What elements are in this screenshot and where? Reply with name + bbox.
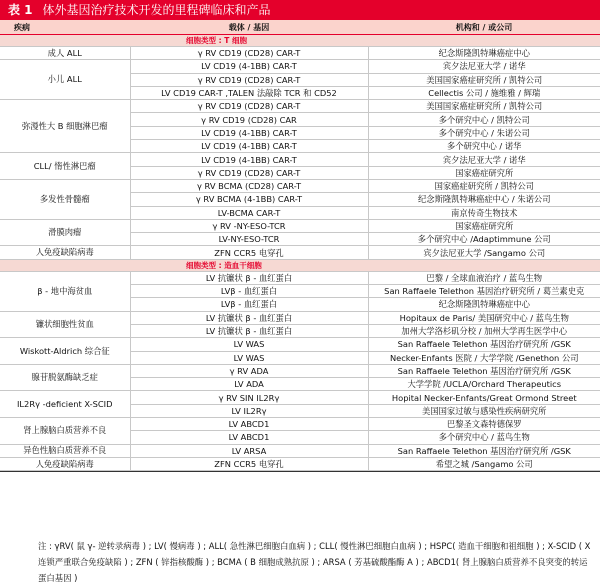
disease-cell: 滑膜肉瘤: [0, 219, 130, 246]
disease-cell: Wiskott-Aldrich 综合征: [0, 338, 130, 365]
vector-gene-cell: LV ABCD1: [130, 418, 368, 431]
vector-gene-cell: LV IL2Rγ: [130, 404, 368, 417]
vector-gene-cell: γ RV -NY-ESO-TCR: [130, 219, 368, 232]
table-row: [0, 311, 600, 324]
organization-cell: 多个研究中心 / 诺华: [368, 140, 600, 153]
table-row: [0, 444, 600, 457]
organization-cell: 美国国家过敏与感染性疾病研究所: [368, 404, 600, 417]
milestone-table: [0, 35, 600, 471]
organization-cell: 宾夕法尼亚大学 / 诺华: [368, 60, 600, 73]
vector-gene-cell: LVβ - 血红蛋白: [130, 285, 368, 298]
vector-gene-cell: LV 抗镰状 β - 血红蛋白: [130, 271, 368, 284]
disease-cell: 人免疫缺陷病毒: [0, 457, 130, 470]
vector-gene-cell: LVβ - 血红蛋白: [130, 298, 368, 311]
table-row: [0, 246, 600, 259]
vector-gene-cell: γ RV CD19 (CD28) CAR-T: [130, 47, 368, 60]
header-disease: 疾病: [14, 23, 30, 32]
disease-cell: 腺苷脱氨酶缺乏症: [0, 364, 130, 391]
disease-cell: 弥漫性大 B 细胞淋巴瘤: [0, 100, 130, 153]
table-row: [0, 338, 600, 351]
organization-cell: 巴黎 / 全球血液治疗 / 蓝鸟生物: [368, 271, 600, 284]
organization-cell: 国家癌症研究所 / 凯特公司: [368, 179, 600, 192]
organization-cell: 国家癌症研究所: [368, 219, 600, 232]
vector-gene-cell: LV ADA: [130, 378, 368, 391]
disease-cell: 镰状细胞性贫血: [0, 311, 130, 338]
organization-cell: 宾夕法尼亚大学 /Sangamo 公司: [368, 246, 600, 259]
vector-gene-cell: γ RV SIN IL2Rγ: [130, 391, 368, 404]
disease-cell: 人免疫缺陷病毒: [0, 246, 130, 259]
table-row: [0, 60, 600, 73]
table-row: [0, 179, 600, 192]
table-title: [0, 0, 600, 20]
vector-gene-cell: LV CD19 (4-1BB) CAR-T: [130, 140, 368, 153]
table-row: [0, 271, 600, 284]
organization-cell: San Raffaele Telethon 基因治疗研究所 / 葛兰素史克: [368, 285, 600, 298]
vector-gene-cell: γ RV BCMA (4-1BB) CAR-T: [130, 193, 368, 206]
section-row: [0, 35, 600, 47]
vector-gene-cell: LV ABCD1: [130, 431, 368, 444]
vector-gene-cell: LV 抗镰状 β - 血红蛋白: [130, 324, 368, 337]
table-number: 表 1: [8, 3, 33, 17]
disease-cell: 多发性骨髓瘤: [0, 179, 130, 219]
vector-gene-cell: γ RV BCMA (CD28) CAR-T: [130, 179, 368, 192]
section-label: 细胞类型 : T 细胞: [0, 35, 600, 47]
table-header: [0, 20, 600, 35]
organization-cell: Cellectis 公司 / 施维雅 / 辉瑞: [368, 86, 600, 99]
organization-cell: 多个研究中心 / 朱诺公司: [368, 126, 600, 139]
vector-gene-cell: LV CD19 CAR-T ,TALEN 法敲除 TCR 和 CD52: [130, 86, 368, 99]
disease-cell: 肾上腺脑白质营养不良: [0, 418, 130, 445]
table-title-text: 体外基因治疗技术开发的里程碑临床和产品: [42, 3, 271, 17]
disease-cell: 成人 ALL: [0, 47, 130, 60]
disease-cell: IL2Rγ -deficient X-SCID: [0, 391, 130, 418]
disease-cell: β - 地中海贫血: [0, 271, 130, 311]
header-target: 载体 / 基因: [228, 23, 270, 32]
table-body: [0, 35, 600, 471]
vector-gene-cell: γ RV CD19 (CD28) CAR-T: [130, 73, 368, 86]
organization-cell: 多个研究中心 / 蓝鸟生物: [368, 431, 600, 444]
organization-cell: 巴黎圣文森特德保罗: [368, 418, 600, 431]
vector-gene-cell: γ RV CD19 (CD28) CAR: [130, 113, 368, 126]
disease-cell: CLL/ 惰性淋巴瘤: [0, 153, 130, 180]
organization-cell: 加州大学洛杉矶分校 / 加州大学再生医学中心: [368, 324, 600, 337]
vector-gene-cell: LV CD19 (4-1BB) CAR-T: [130, 126, 368, 139]
organization-cell: 纪念斯隆凯特琳癌症中心: [368, 47, 600, 60]
table-row: [0, 219, 600, 232]
disease-cell: 异色性脑白质营养不良: [0, 444, 130, 457]
vector-gene-cell: γ RV CD19 (CD28) CAR-T: [130, 100, 368, 113]
vector-gene-cell: ZFN CCR5 电穿孔: [130, 457, 368, 470]
organization-cell: 多个研究中心 / 凯特公司: [368, 113, 600, 126]
organization-cell: Necker-Enfants 医院 / 大学学院 /Genethon 公司: [368, 351, 600, 364]
vector-gene-cell: γ RV CD19 (CD28) CAR-T: [130, 166, 368, 179]
organization-cell: Hopital Necker-Enfants/Great Ormond Street: [368, 391, 600, 404]
organization-cell: 南京传奇生物技术: [368, 206, 600, 219]
disease-cell: 小儿 ALL: [0, 60, 130, 100]
vector-gene-cell: LV 抗镰状 β - 血红蛋白: [130, 311, 368, 324]
organization-cell: 纪念斯隆凯特琳癌症中心 / 朱诺公司: [368, 193, 600, 206]
organization-cell: 宾夕法尼亚大学 / 诺华: [368, 153, 600, 166]
footnote: 注 : γRV( 鼠 γ- 逆转录病毒 ) ; LV( 慢病毒 ) ; ALL( 急性淋巴细胞白血病 ) ; CLL( 慢性淋巴细胞白血病 ) ; HSPC( 造血干细胞和祖细胞 ) ; X-SCID ( X 连锁严重联合免疫缺陷 ) ; ZFN ( 锌指核酸酶 ) ; BCMA ( B 细胞成熟抗原 ) ; ARSA ( 芳基硫酸酯酶 A ) ; ABCD1( 肾上腺脑白质营养不良突变的转运蛋白基因 ): [38, 541, 591, 583]
organization-cell: 美国国家癌症研究所 / 凯特公司: [368, 100, 600, 113]
table-row: [0, 457, 600, 470]
vector-gene-cell: LV WAS: [130, 338, 368, 351]
table-row: [0, 391, 600, 404]
vector-gene-cell: LV-BCMA CAR-T: [130, 206, 368, 219]
organization-cell: 国家癌症研究所: [368, 166, 600, 179]
section-label: 细胞类型 : 造血干细胞: [0, 259, 600, 271]
table-row: [0, 364, 600, 377]
organization-cell: San Raffaele Telethon 基因治疗研究所 /GSK: [368, 444, 600, 457]
organization-cell: 纪念斯隆凯特琳癌症中心: [368, 298, 600, 311]
table-row: [0, 418, 600, 431]
vector-gene-cell: γ RV ADA: [130, 364, 368, 377]
organization-cell: San Raffaele Telethon 基因治疗研究所 /GSK: [368, 338, 600, 351]
organization-cell: 多个研究中心 /Adaptimmune 公司: [368, 233, 600, 246]
vector-gene-cell: LV-NY-ESO-TCR: [130, 233, 368, 246]
organization-cell: 美国国家癌症研究所 / 凯特公司: [368, 73, 600, 86]
table-bottom-rule: [0, 471, 600, 472]
organization-cell: 希望之城 /Sangamo 公司: [368, 457, 600, 470]
vector-gene-cell: LV CD19 (4-1BB) CAR-T: [130, 153, 368, 166]
vector-gene-cell: ZFN CCR5 电穿孔: [130, 246, 368, 259]
vector-gene-cell: LV CD19 (4-1BB) CAR-T: [130, 60, 368, 73]
organization-cell: San Raffaele Telethon 基因治疗研究所 /GSK: [368, 364, 600, 377]
vector-gene-cell: LV ARSA: [130, 444, 368, 457]
table-row: [0, 100, 600, 113]
table-row: [0, 153, 600, 166]
organization-cell: 大学学院 /UCLA/Orchard Therapeutics: [368, 378, 600, 391]
table-row: [0, 47, 600, 60]
vector-gene-cell: LV WAS: [130, 351, 368, 364]
header-org: 机构和 / 或公司: [455, 23, 513, 32]
section-row: [0, 259, 600, 271]
organization-cell: Hopitaux de Paris/ 美国研究中心 / 蓝鸟生物: [368, 311, 600, 324]
